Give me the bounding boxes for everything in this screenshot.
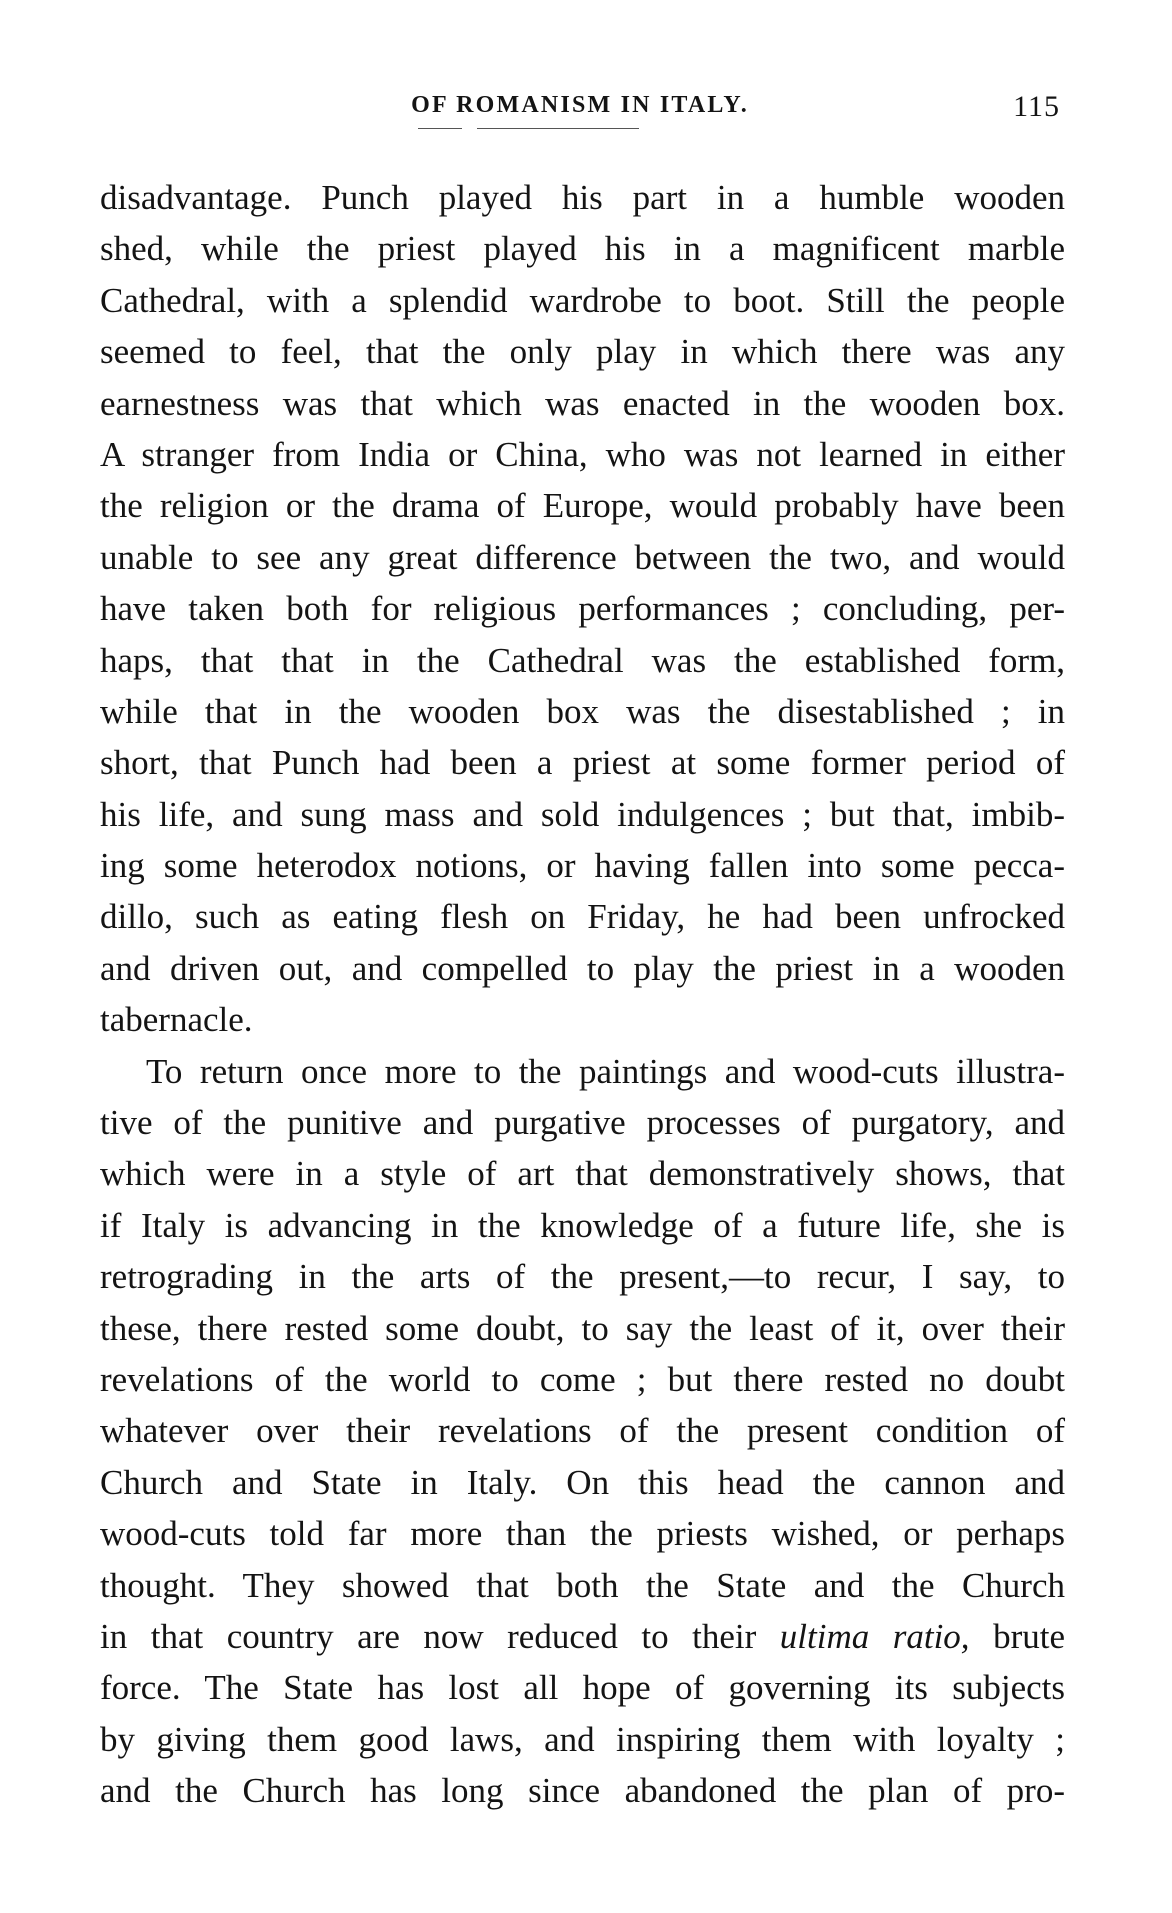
text-line: shed, while the priest played his in a magnificent marble [100,229,1065,269]
text-line: by giving them good laws, and inspiring them with loyalty ; [100,1719,1065,1759]
text-line: if Italy is advancing in the knowledge of a future life, she is [100,1205,1065,1245]
text-line: dillo, such as eating flesh on Friday, he had been unfrocked [100,897,1065,937]
text-line-with-italic [100,1611,1065,1662]
paragraph-2 [100,1046,1065,1817]
text-line: revelations of the world to come ; but there rested no doubt [100,1359,1065,1399]
text-line: tabernacle. [100,1000,253,1040]
title-underline-long [477,128,639,129]
body-text [100,172,1065,1817]
text-line: Cathedral, with a splendid wardrobe to boot. Still the people [100,280,1065,320]
running-head [100,92,1060,132]
text-line: seemed to feel, that the only play in which there was any [100,332,1065,372]
text-line: retrograding in the arts of the present,—to recur, I say, to [100,1257,1065,1297]
text-line: the religion or the drama of Europe, would probably have been [100,486,1065,526]
text-line: and driven out, and compelled to play the priest in a wooden [100,948,1065,988]
text-line: tive of the punitive and purgative processes of purgatory, and [100,1103,1065,1143]
title-underline-short [418,128,462,129]
text-line: while that in the wooden box was the disestablished ; in [100,691,1065,731]
text-span: in that country are now reduced to their [100,1616,780,1656]
text-line: A stranger from India or China, who was not learned in either [100,434,1065,474]
running-title: OF ROMANISM IN ITALY. [411,92,749,118]
text-line: whatever over their revelations of the present condition of [100,1411,1065,1451]
text-line: unable to see any great difference between the two, and would [100,537,1065,577]
text-line: disadvantage. Punch played his part in a humble wooden [100,178,1065,217]
text-line: wood-cuts told far more than the priests wished, or perhaps [100,1514,1065,1554]
page-number: 115 [1013,90,1060,123]
text-line: earnestness was that which was enacted in the wooden box. [100,383,1065,423]
text-line: and the Church has long since abandoned the plan of pro- [100,1771,1065,1811]
text-line: short, that Punch had been a priest at some former period of [100,743,1065,783]
text-line: thought. They showed that both the State and the Church [100,1565,1065,1605]
italic-phrase: ultima ratio, [779,1616,970,1656]
text-line: these, there rested some doubt, to say the least of it, over their [100,1308,1065,1348]
text-line: have taken both for religious performances ; concluding, per- [100,589,1065,629]
text-line: his life, and sung mass and sold indulgences ; but that, imbib- [100,794,1065,834]
text-line: Church and State in Italy. On this head the cannon and [100,1462,1065,1502]
paragraph-1 [100,172,1065,1046]
text-span: brute [969,1616,1065,1656]
text-line: which were in a style of art that demonstratively shows, that [100,1154,1065,1194]
text-line: haps, that that in the Cathedral was the established form, [100,640,1065,680]
text-line: force. The State has lost all hope of governing its subjects [100,1668,1065,1708]
text-line: ing some heterodox notions, or having fallen into some pecca- [100,846,1065,886]
text-line: To return once more to the paintings and wood-cuts illustra- [146,1051,1065,1091]
